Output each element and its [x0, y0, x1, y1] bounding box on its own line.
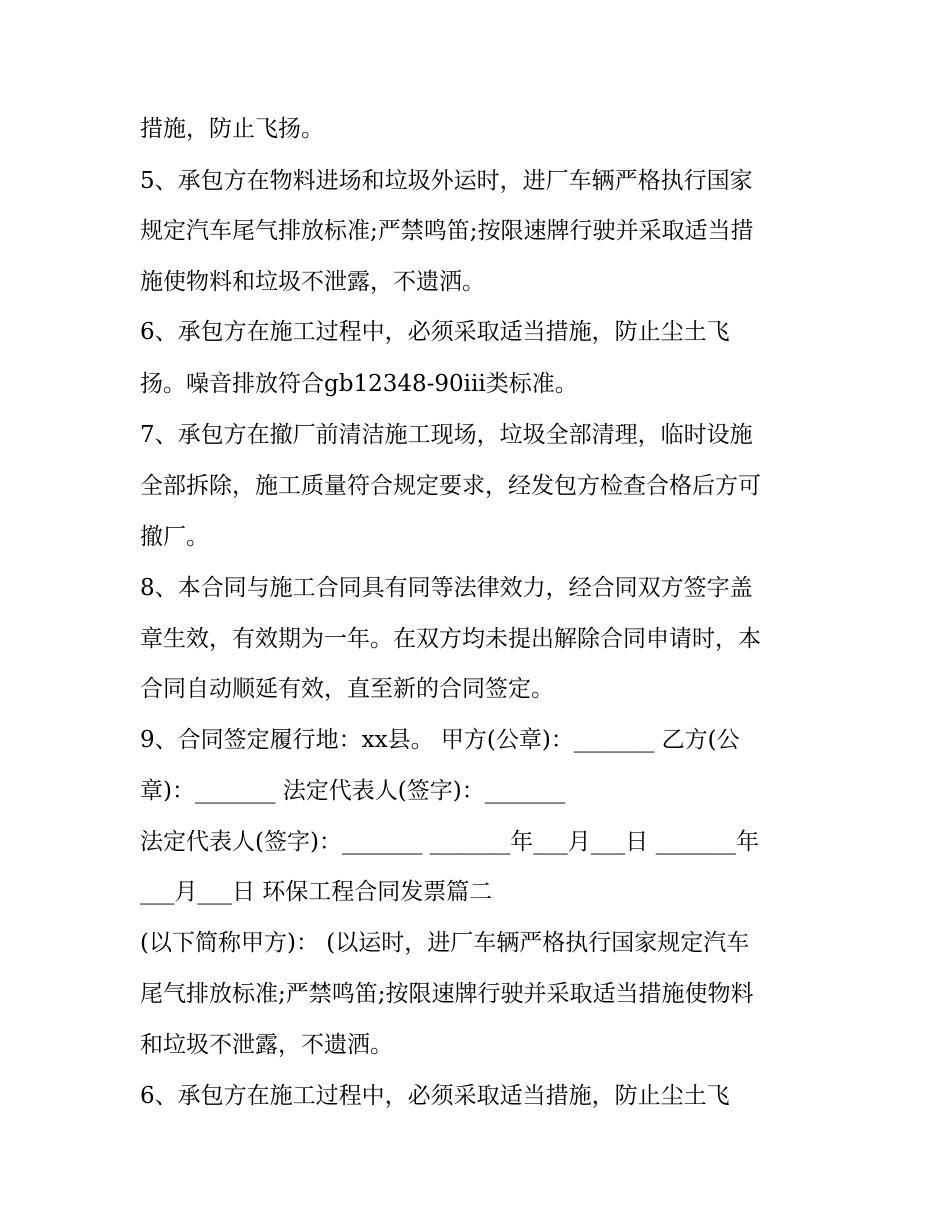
- text-line: 章生效，有效期为一年。在双方均未提出解除合同申请时，本: [140, 626, 761, 652]
- text-line: 和垃圾不泄露，不遗洒。: [140, 1032, 393, 1058]
- text-line: 6、承包方在施工过程中，必须采取适当措施，防止尘土飞: [140, 319, 730, 345]
- text-line: 法定代表人(签字)：_______ _______年___月___日 _______年: [140, 829, 760, 855]
- text-line: 施使物料和垃圾不泄露，不遗洒。: [140, 269, 485, 295]
- text-line: (以下简称甲方)： (以运时，进厂车辆严格执行国家规定汽车: [140, 930, 750, 956]
- text-line: 8、本合同与施工合同具有同等法律效力，经合同双方签字盖: [140, 575, 753, 601]
- text-line: 5、承包方在物料进场和垃圾外运时，进厂车辆严格执行国家: [140, 168, 753, 194]
- text-line: 全部拆除，施工质量符合规定要求，经发包方检查合格后方可: [140, 473, 761, 499]
- text-line: 7、承包方在撤厂前清洁施工现场，垃圾全部清理，临时设施: [140, 422, 753, 448]
- text-line: 撤厂。: [140, 524, 209, 550]
- text-line: 规定汽车尾气排放标准;严禁鸣笛;按限速牌行驶并采取适当措: [140, 218, 754, 244]
- text-line: 6、承包方在施工过程中，必须采取适当措施，防止尘土飞: [140, 1083, 730, 1109]
- text-line: 措施，防止飞扬。: [140, 116, 324, 142]
- text-line: 扬。噪音排放符合gb12348-90iii类标准。: [140, 371, 578, 397]
- text-line: 章)：_______ 法定代表人(签字)：_______: [140, 778, 566, 804]
- text-line: 9、合同签定履行地：xx县。 甲方(公章)：_______ 乙方(公: [140, 727, 740, 753]
- text-line: 合同自动顺延有效，直至新的合同签定。: [140, 676, 554, 702]
- text-line: ___月___日 环保工程合同发票篇二: [140, 879, 493, 905]
- text-line: 尾气排放标准;严禁鸣笛;按限速牌行驶并采取适当措施使物料: [140, 981, 754, 1007]
